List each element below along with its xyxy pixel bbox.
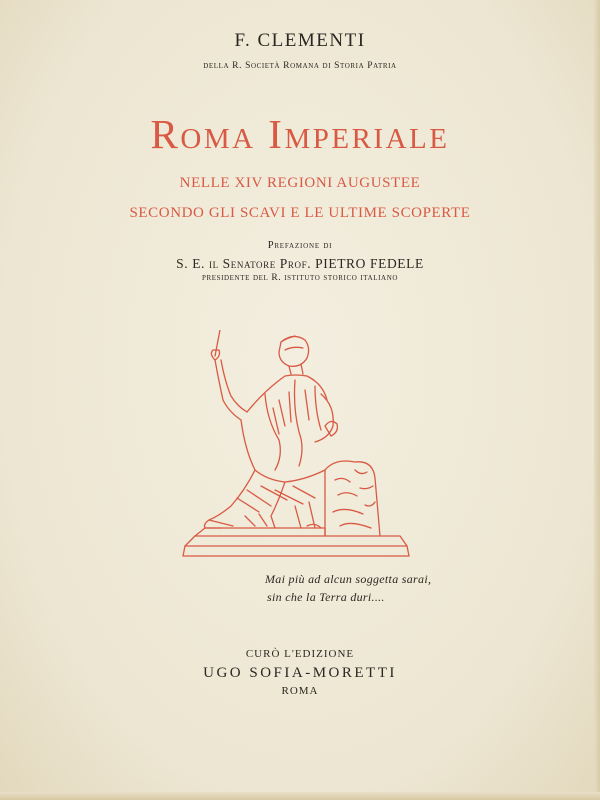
author-name: F. CLEMENTI	[234, 30, 366, 51]
book-title: Roma Imperiale	[150, 111, 450, 157]
motto-line-1: Mai più ad alcun soggetta sarai,	[265, 572, 432, 586]
publisher-name: UGO SOFIA-MORETTI	[203, 665, 397, 681]
publisher-city: ROMA	[281, 685, 319, 697]
preface-author: S. E. il Senatore Prof. PIETRO FEDELE	[176, 256, 424, 271]
subtitle-line-1: NELLE XIV REGIONI AUGUSTEE	[179, 175, 421, 191]
author-affiliation: della R. Società Romana di Storia Patria	[203, 61, 397, 71]
preface-author-role: presidente del R. istituto storico italiano	[201, 273, 399, 283]
publisher-label: CURÒ L'EDIZIONE	[245, 648, 355, 660]
page-edge-bottom	[0, 792, 600, 800]
motto	[265, 570, 431, 606]
subtitle-line-2: SECONDO GLI SCAVI E LE ULTIME SCOPERTE	[129, 205, 471, 221]
preface-label: Prefazione di	[267, 240, 333, 251]
seated-roma-statue-icon	[175, 330, 415, 560]
motto-line-2: sin che la Terra duri....	[267, 590, 385, 604]
